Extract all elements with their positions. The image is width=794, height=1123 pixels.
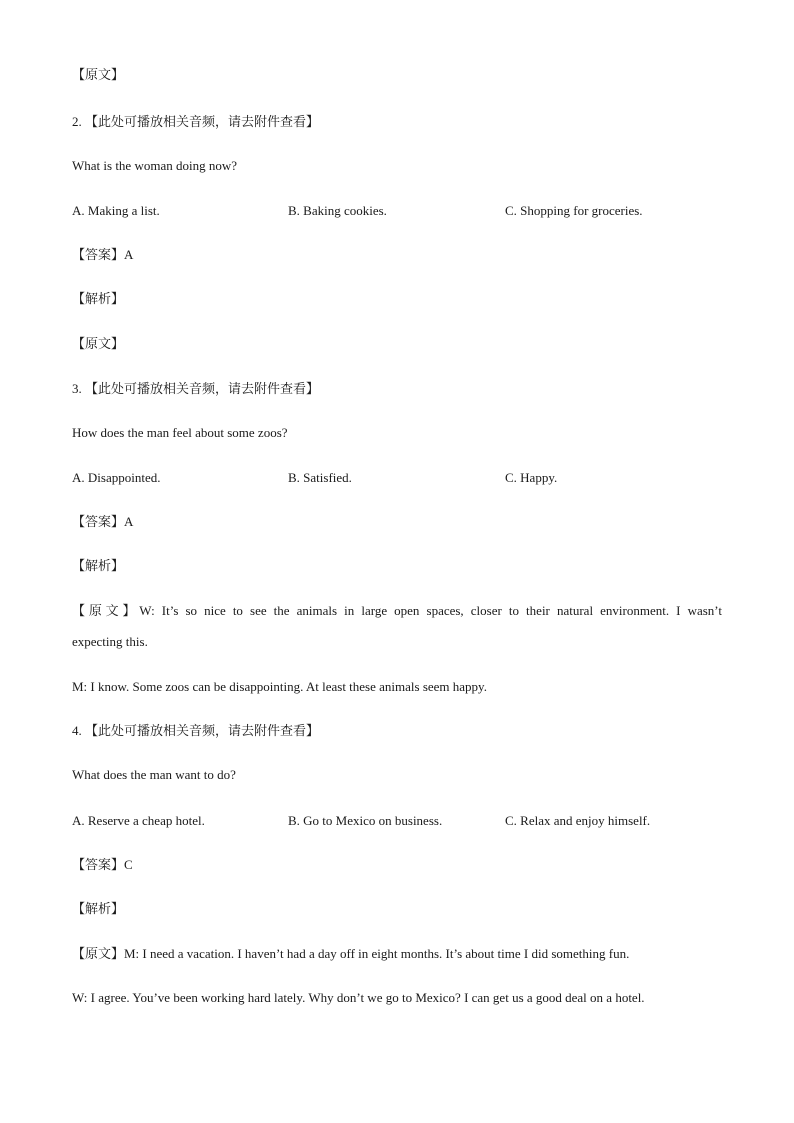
- question-3-text: How does the man feel about some zoos?: [72, 425, 288, 440]
- question-4-option-c: C. Relax and enjoy himself.: [505, 813, 651, 828]
- question-2-header: 2. 【此处可播放相关音频，请去附件查看】: [72, 114, 320, 129]
- question-4-option-b: B. Go to Mexico on business.: [288, 813, 443, 828]
- question-2-option-a: A. Making a list.: [72, 203, 160, 218]
- question-3-header: 3. 【此处可播放相关音频，请去附件查看】: [72, 381, 320, 396]
- question-3-option-a: A. Disappointed.: [72, 470, 161, 485]
- question-4-transcript-line-2: W: I agree. You’ve been working hard lately. Why don’t we go to Mexico? I can get us a good deal on a hotel.: [72, 990, 645, 1005]
- question-2-option-b: B. Baking cookies.: [288, 203, 387, 218]
- question-2-original-label: 【原文】: [72, 336, 125, 351]
- question-2-text: What is the woman doing now?: [72, 158, 237, 173]
- question-4-analysis-label: 【解析】: [72, 901, 125, 916]
- question-3-transcript-line-3: M: I know. Some zoos can be disappointing. At least these animals seem happy.: [72, 679, 487, 694]
- question-3-option-c: C. Happy.: [505, 470, 558, 485]
- question-3-analysis-label: 【解析】: [72, 558, 125, 573]
- question-4-text: What does the man want to do?: [72, 767, 236, 782]
- question-4-answer: 【答案】C: [72, 857, 133, 872]
- question-3-transcript-line-2: expecting this.: [72, 634, 148, 649]
- question-2-option-c: C. Shopping for groceries.: [505, 203, 643, 218]
- question-3-option-b: B. Satisfied.: [288, 470, 352, 485]
- question-2-analysis-label: 【解析】: [72, 291, 125, 306]
- question-4-transcript-line-1: 【原文】M: I need a vacation. I haven’t had a day off in eight months. It’s about time I did something fun.: [72, 946, 630, 961]
- original-text-label: 【原文】: [72, 67, 125, 82]
- question-3-transcript-line-1: 【原文】W: It’s so nice to see the animals in large open spaces, closer to their natural environment. I wasn’t: [72, 603, 722, 618]
- question-4-option-a: A. Reserve a cheap hotel.: [72, 813, 205, 828]
- question-4-header: 4. 【此处可播放相关音频，请去附件查看】: [72, 723, 320, 738]
- question-2-answer: 【答案】A: [72, 247, 134, 262]
- question-3-answer: 【答案】A: [72, 514, 134, 529]
